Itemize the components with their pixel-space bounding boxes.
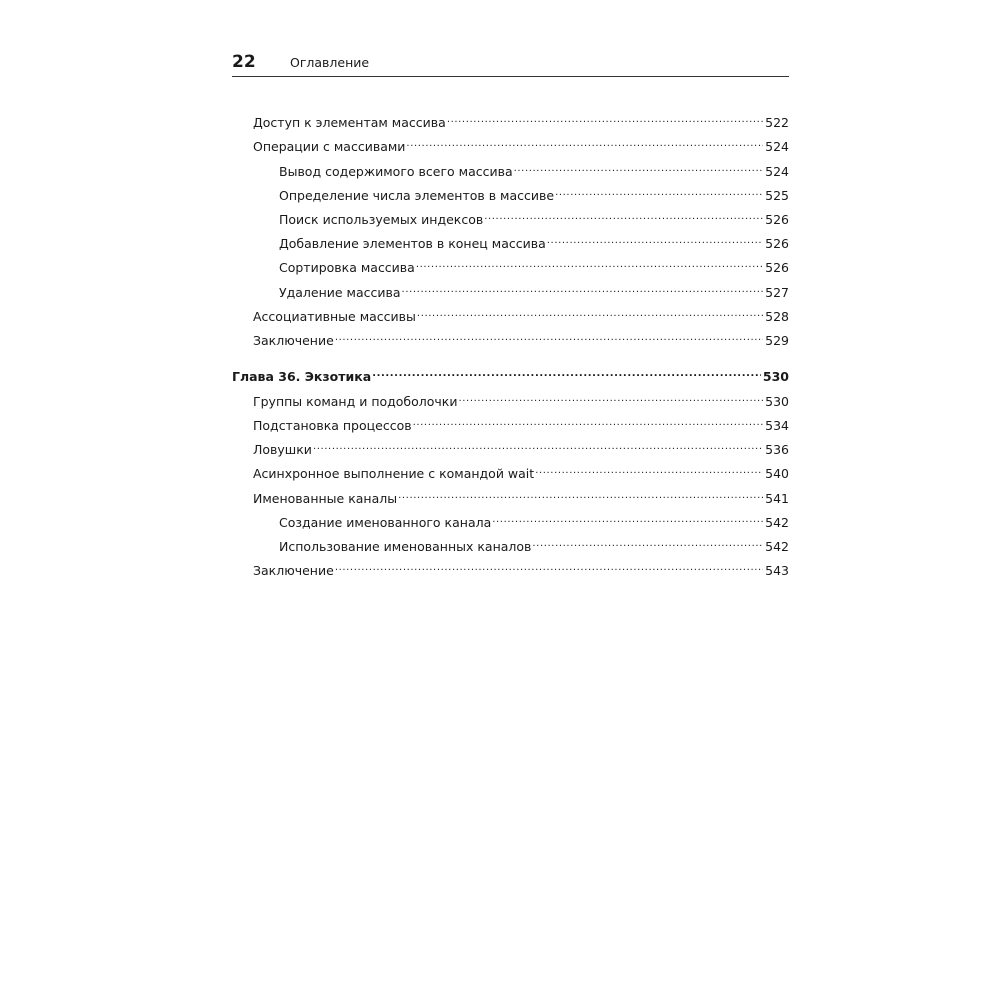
toc-entry xyxy=(279,209,789,227)
toc-entry-page: 542 xyxy=(765,539,789,554)
toc-entry-title: Именованные каналы xyxy=(253,491,398,506)
running-head: Оглавление xyxy=(290,55,370,70)
toc-entry xyxy=(253,306,789,324)
toc-entry-title: Вывод содержимого всего массива xyxy=(279,164,513,179)
dot-leader xyxy=(514,159,764,176)
toc-entry-title: Заключение xyxy=(253,563,334,578)
dot-leader xyxy=(492,510,763,527)
toc-chapter-entry xyxy=(232,366,789,384)
toc-entry-page: 524 xyxy=(765,139,789,154)
toc-entry xyxy=(279,282,789,300)
table-of-contents xyxy=(232,0,789,1000)
toc-entry xyxy=(279,161,789,179)
page-number: 22 xyxy=(232,52,256,72)
toc-entry xyxy=(253,439,789,457)
dot-leader xyxy=(535,461,763,478)
toc-entry-title: Определение числа элементов в массиве xyxy=(279,188,555,203)
dot-leader xyxy=(484,207,763,224)
toc-entry xyxy=(279,233,789,251)
toc-entry xyxy=(253,136,789,154)
toc-entry-title: Группы команд и подоболочки xyxy=(253,394,458,409)
toc-entry-title: Создание именованного канала xyxy=(279,515,492,530)
toc-entry-page: 529 xyxy=(765,333,789,348)
dot-leader xyxy=(447,110,763,127)
dot-leader xyxy=(458,389,763,406)
toc-entry-page: 540 xyxy=(765,466,789,481)
toc-entry-page: 530 xyxy=(762,369,789,384)
toc-entry-page: 543 xyxy=(765,563,789,578)
toc-entry-title: Асинхронное выполнение с командой wait xyxy=(253,466,535,481)
toc-entry-page: 534 xyxy=(765,418,789,433)
toc-entry-page: 527 xyxy=(765,285,789,300)
toc-entry xyxy=(253,415,789,433)
dot-leader xyxy=(532,534,763,551)
toc-entry-title: Подстановка процессов xyxy=(253,418,412,433)
toc-entry xyxy=(279,185,789,203)
toc-entry-page: 536 xyxy=(765,442,789,457)
dot-leader xyxy=(402,280,764,297)
toc-entry-page: 526 xyxy=(765,236,789,251)
toc-entry xyxy=(253,488,789,506)
dot-leader xyxy=(416,255,763,272)
toc-entry-page: 541 xyxy=(765,491,789,506)
toc-entry xyxy=(253,112,789,130)
toc-entry xyxy=(253,463,789,481)
toc-entry-title: Глава 36. Экзотика xyxy=(232,369,372,384)
toc-entry xyxy=(279,257,789,275)
dot-leader xyxy=(406,134,763,151)
toc-entry-page: 528 xyxy=(765,309,789,324)
dot-leader xyxy=(335,558,763,575)
toc-entry-title: Заключение xyxy=(253,333,334,348)
toc-entry xyxy=(279,536,789,554)
toc-entry-title: Ловушки xyxy=(253,442,312,457)
dot-leader xyxy=(417,304,763,321)
toc-entry-title: Использование именованных каналов xyxy=(279,539,532,554)
toc-entry-page: 526 xyxy=(765,260,789,275)
toc-entry xyxy=(279,512,789,530)
dot-leader xyxy=(335,328,763,345)
toc-entry-title: Добавление элементов в конец массива xyxy=(279,236,546,251)
toc-entry-title: Сортировка массива xyxy=(279,260,415,275)
dot-leader xyxy=(547,231,763,248)
toc-entry-page: 524 xyxy=(765,164,789,179)
dot-leader xyxy=(555,183,763,200)
toc-entry-title: Операции с массивами xyxy=(253,139,406,154)
toc-entry-page: 530 xyxy=(765,394,789,409)
toc-entry-page: 525 xyxy=(765,188,789,203)
toc-entry-title: Ассоциативные массивы xyxy=(253,309,416,324)
toc-entry xyxy=(253,391,789,409)
toc-entry-page: 522 xyxy=(765,115,789,130)
dot-leader xyxy=(372,364,761,381)
toc-entry-title: Удаление массива xyxy=(279,285,401,300)
dot-leader xyxy=(398,486,763,503)
toc-entry-page: 542 xyxy=(765,515,789,530)
toc-entry-title: Доступ к элементам массива xyxy=(253,115,446,130)
toc-entry-title: Поиск используемых индексов xyxy=(279,212,484,227)
toc-entry xyxy=(253,330,789,348)
toc-entry-page: 526 xyxy=(765,212,789,227)
dot-leader xyxy=(413,413,764,430)
toc-entry xyxy=(253,560,789,578)
dot-leader xyxy=(313,437,763,454)
